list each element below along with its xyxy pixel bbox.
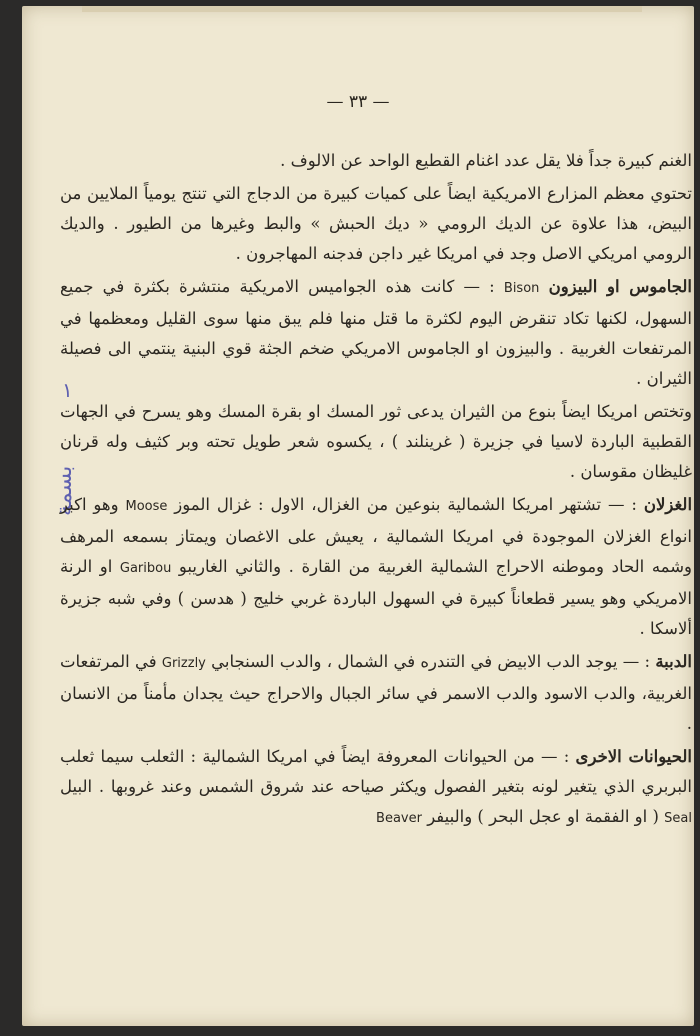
latin-term-beaver: Beaver — [376, 811, 422, 826]
paragraph-other-animals: الحيوانات الاخرى : — من الحيوانات المعروفة ايضاً في امريكا الشمالية : الثعلب سيما ثعلب البربري الذي يتغير لونه بتغير الفصول ويكثر صياحه عند شروق الشمس وعند غروبها . البيل Seal ( او الفقمة او عجل البحر ) والبيفر Beaver — [60, 747, 693, 826]
section-heading-other-animals: الحيوانات الاخرى — [575, 747, 693, 766]
paragraph-bears: الدببة : — يوجد الدب الابيض في التندره في الشمال ، والدب السنجابي Grizzly في المرتفعات الغربية، والدب الاسود والدب الاسمر في سائر الجبال والاحراج حيث يجدان مأمناً من الانسان . — [60, 652, 693, 733]
paragraph-sheep: الغنم كبيرة جداً فلا يقل عدد اغنام القطيع الواحد عن الالوف . — [280, 151, 692, 170]
margin-mark: ١ — [62, 378, 73, 402]
section-heading-deer: الغزلان — [643, 495, 693, 514]
page-number: — ٣٣ — — [326, 92, 390, 112]
latin-term-seal: Seal — [664, 811, 692, 826]
page-edge — [82, 6, 642, 12]
section-heading-bison: الجاموس او البيزون — [548, 277, 693, 296]
paragraph-bison: الجاموس او البيزون Bison : — كانت هذه الجواميس الامريكية منتشرة بكثرة في جميع السهول، لكنها تكاد تنقرض اليوم لكثرة ما قتل منها فلم يبق منها سوى القليل ومعظمها في المرتفعات الغربية . والبيزون او الجاموس الامريكي ضخم الجثة قوي البنية ينتمي الى فصيلة الثيران . — [60, 277, 693, 388]
section-heading-bears: الدببة — [655, 652, 693, 671]
handwritten-margin-note: بسمة — [52, 465, 77, 516]
latin-term-grizzly: Grizzly — [161, 656, 206, 671]
paragraph-poultry: تحتوي معظم المزارع الامريكية ايضاً على كميات كبيرة من الدجاج التي تنتج يومياً الملايين من البيض، هذا علاوة عن الديك الرومي « ديك الحبش » والبط وغيرها من الطيور . والديك الرومي امريكي الاصل وجد في امريكا غير داجن فدجنه المهاجرون . — [60, 184, 692, 263]
paragraph-deer: الغزلان : — تشتهر امريكا الشمالية بنوعين من الغزال، الاول : غزال الموز Moose وهو اكبر انواع الغزلان الموجودة في امريكا الشمالية ، يعيش على الاغصان ويمتاز بسمعه المرهف وشمه الحاد وموطنه الاحراج الشمالية الغربية من القارة . والثاني الغاريبو Garibou او الرنة الامريكي وهو يسير قطعاناً كبيرة في السهول الباردة غربي خليج ( هدسن ) وفي شبه جزيرة ألاسكا . — [60, 495, 693, 638]
latin-term-bison: Bison — [503, 281, 540, 296]
latin-term-caribou: Garibou — [119, 561, 172, 576]
latin-term-moose: Moose — [125, 499, 168, 514]
paragraph-musk-ox: وتختص امريكا ايضاً بنوع من الثيران يدعى ثور المسك او بقرة المسك وهو يسرح في الجهات القطبية الباردة لاسيا في جزيرة ( غرينلند ) ، يكسوه شعر طويل تحته وبر كثيف وله قرنان غليظان مقوسان . — [60, 402, 692, 481]
body-text — [60, 146, 692, 837]
document-page — [22, 6, 694, 1026]
